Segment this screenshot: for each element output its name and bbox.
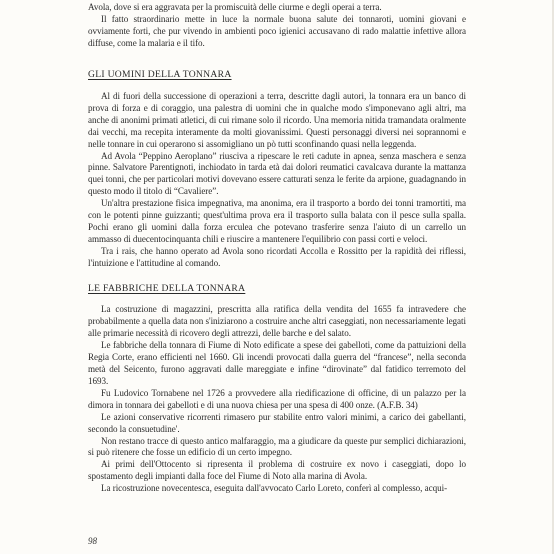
paragraph: La ricostruzione novecentesca, eseguita dall'avvocato Carlo Loreto, conferì al complesso, acqui- [101,483,448,494]
paragraph: Le azioni conservative ricorrenti rimasero pur stabilite entro valori minimi, a carico dei gabellanti, secondo la consuetudine'. [88,411,466,434]
paragraph: Non restano tracce di questo antico malfaraggio, ma a giudicare da queste pur semplici dichiarazioni, si può ritenere che fosse un edificio di un certo impegno. [88,435,466,458]
paragraph: Ai primi dell'Ottocento si ripresenta il problema di costruire ex novo i caseggiati, dopo lo spostamento degli impianti dalla foce del Fiume di Noto alla marina di Avola. [88,459,466,482]
section-heading-fabbriche: LE FABBRICHE DELLA TONNARA [88,283,246,295]
paragraph: Al di fuori della successione di operazioni a terra, descritte dagli autori, la tonnara era un banco di prova di forza e di coraggio, una palestra di uomini che in qualche modo s'imponevano agli altri, ma anche di anonimi primati atletici, di cui rimane solo il ricordo. Una memoria nitida tramandata oralmente dai vecchi, ma recepita interamente da molti giovanissimi. Questi personaggi diversi nei soprannomi e nelle tonnare in cui operarono si assomigliano un pò tutti sconfinando quasi nella leggenda. [88,90,466,149]
page-number: 98 [88,536,97,546]
paragraph: Tra i rais, che hanno operato ad Avola sono ricordati Accolla e Rossitto per la rapidità dei riflessi, l'intuizione e l'attitudine al comando. [88,246,466,269]
paragraph: Ad Avola “Peppino Aeroplano” riusciva a ripescare le reti cadute in apnea, senza maschera e senza pinne. Salvatore Parentignoti, inchiodato in tarda età dai dolori reumatici cavalcava durante la mattanza quei tonni, che per particolari motivi dovevano essere catturati senza le ferite da arpione, guadagnando in questo modo il titolo di “Cavaliere”. [88,150,466,197]
paragraph: Avola, dove si era aggravata per la promiscuità delle ciurme e degli operai a terra. [88,2,382,12]
section-heading-uomini: GLI UOMINI DELLA TONNARA [88,68,232,80]
paragraph: Fu Ludovico Tornabene nel 1726 a provvedere alla riedificazione di officine, di un palazzo per la dimora in tonnara dei gabelloti e di una nuova chiesa per una spesa di 400 onze. (A.F.B. 34) [88,387,466,410]
paragraph: Un'altra prestazione fisica impegnativa, ma anonima, era il trasporto a bordo dei tonni tramortiti, ma con le potenti pinne guizzanti; quest'ultima prova era il trasporto sulla balata con il pesce sulla spalla. Pochi erano gli uomini dalla forza erculea che potevano trasferire senza l'aiuto di un carrello un ammasso di duecentocinquanta chili e riuscire a mantenere l'equilibrio con passi corti e veloci. [88,198,466,245]
paragraph: Le fabbriche della tonnara di Fiume di Noto edificate a spese dei gabelloti, come da pattuizioni della Regia Corte, erano efficienti nel 1660. Gli incendi provocati dalla guerra del “francese”, nella seconda metà del Seicento, furono aggravati dalle mareggiate e infine “dirovinate” dal fatidico terremoto del 1693. [88,339,466,386]
paragraph: Il fatto straordinario mette in luce la normale buona salute dei tonnaroti, uomini giovani e ovviamente forti, che pur vivendo in ambienti poco igienici accusavano di rado malattie infettive allora diffuse, come la malaria e il tifo. [88,13,466,48]
paragraph: La costruzione di magazzini, prescritta alla ratifica della vendita del 1655 fa intravedere che probabilmente a quella data non s'iniziarono a costruire anche altri caseggiati, non necessariamente legati alle primarie necessità di ricovero degli attrezzi, delle barche e del salato. [88,304,466,338]
page-body [88,2,466,495]
